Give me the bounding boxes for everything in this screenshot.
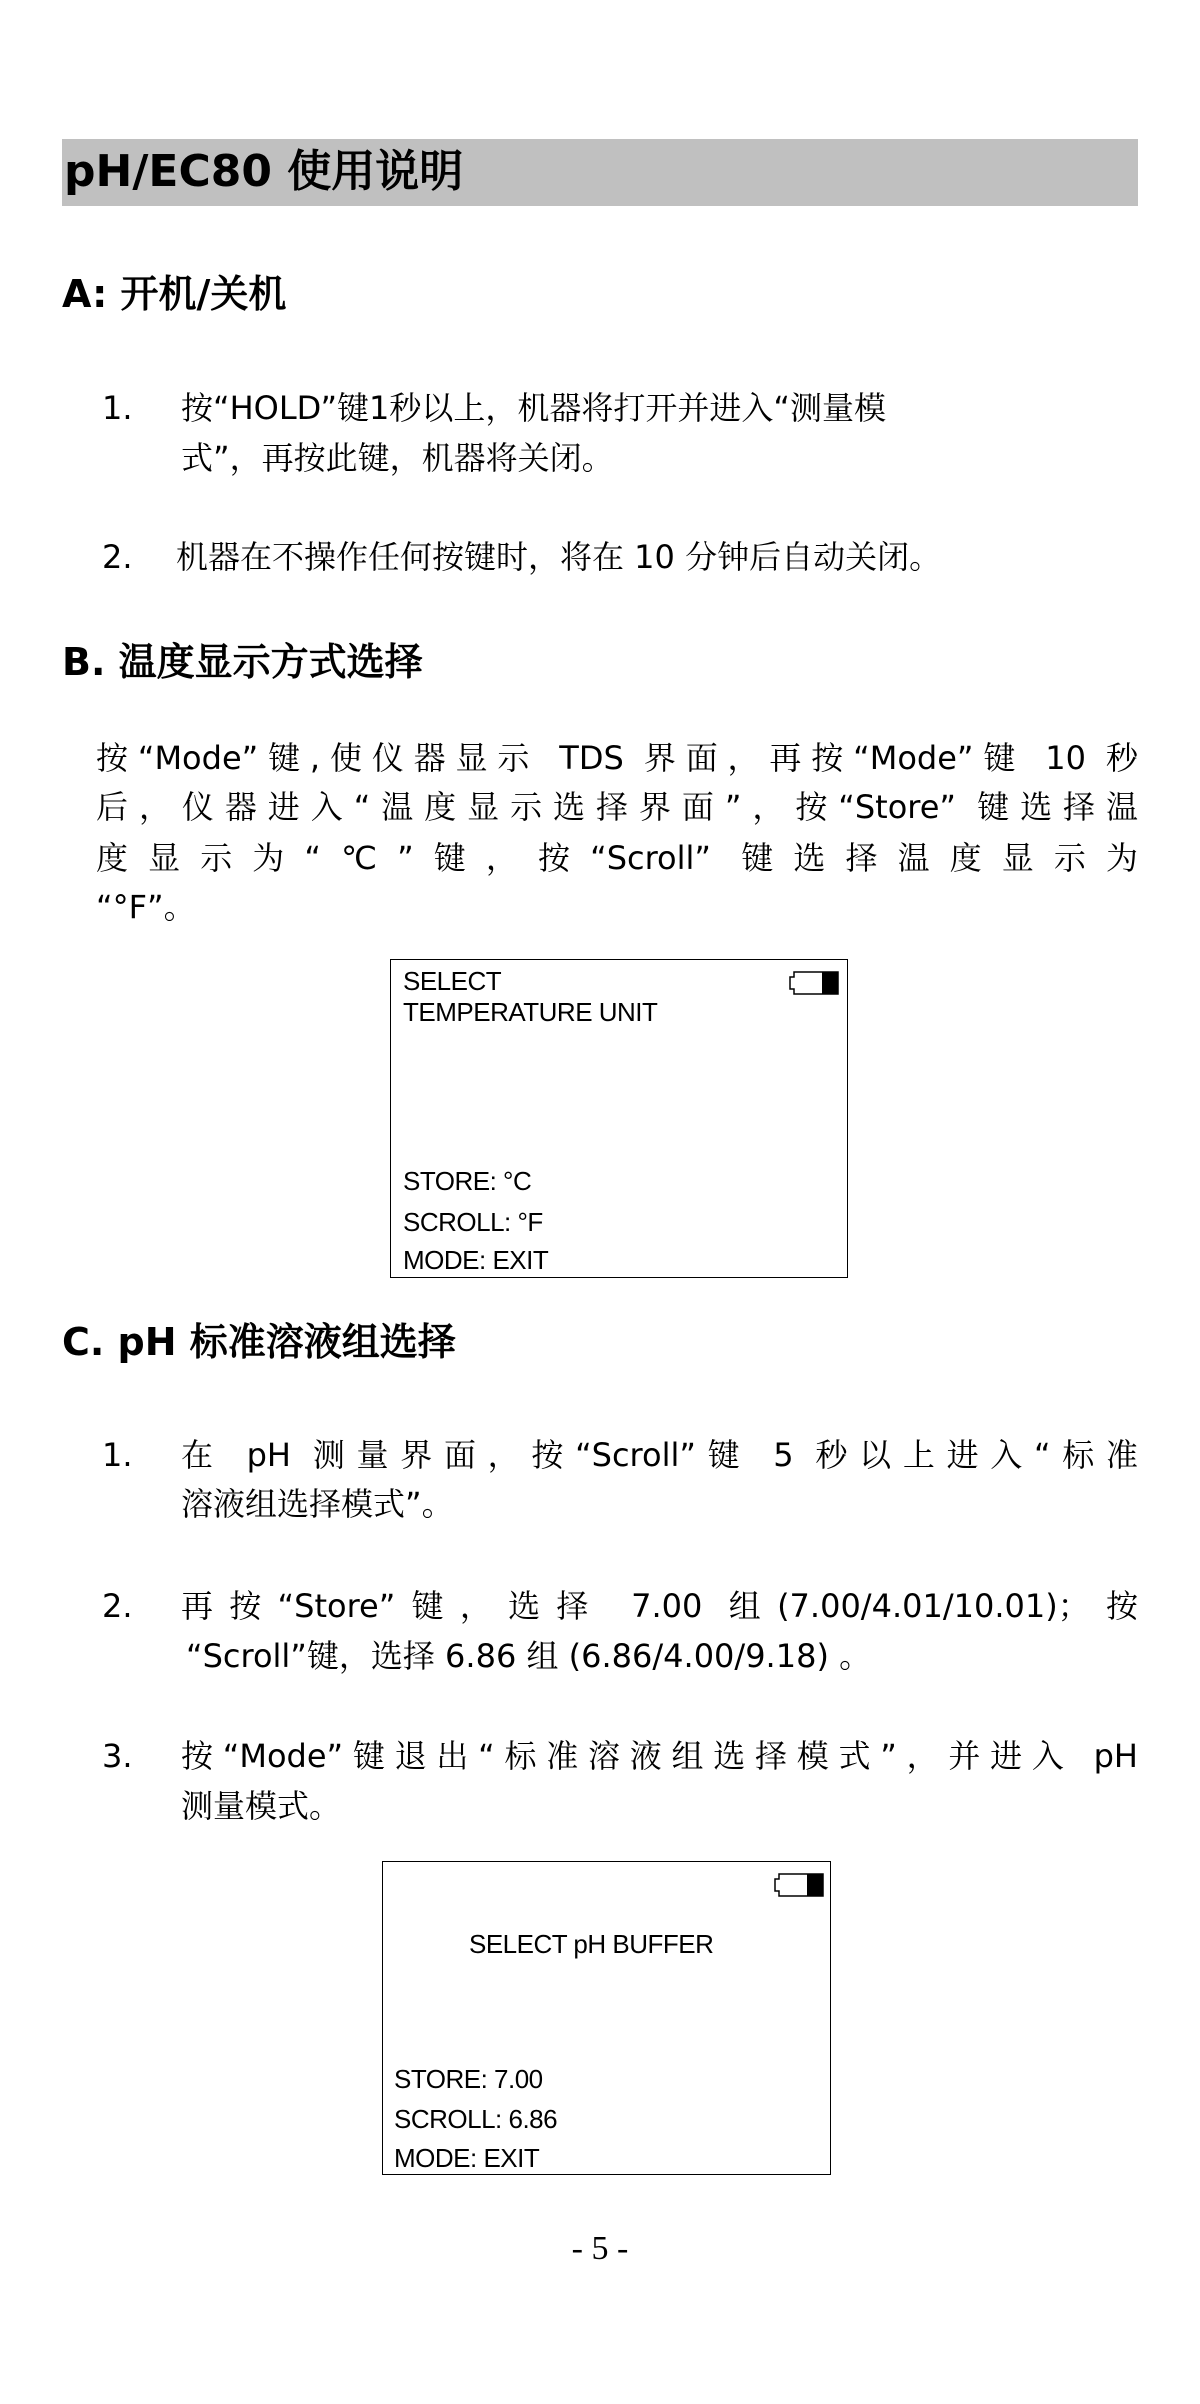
list-number: 2. [102,1587,133,1625]
paragraph-line: 后，仪器进入“温度显示选择界面”，按“Store” 键选择温 [96,788,1138,826]
title-bar [62,139,1138,206]
screen-scroll: SCROLL: °F [403,1207,543,1237]
page-number: - 5 - [571,2230,629,2267]
list-item-text: 机器在不操作任何按键时，将在 10 分钟后自动关闭。 [176,538,942,576]
list-item-text: 测量模式。 [181,1787,342,1825]
paragraph-line: “°F”。 [96,888,196,926]
list-item-text: 按“HOLD”键1秒以上，机器将打开并进入“测量模 [181,389,886,427]
list-item-text: 再按“Store”键，选择 7.00 组(7.00/4.01/10.01)；按 [181,1587,1138,1625]
section-b-heading: B. 温度显示方式选择 [62,640,423,684]
screen-mode: MODE: EXIT [394,2143,540,2173]
screen-store: STORE: °C [403,1166,532,1196]
list-item-text: 溶液组选择模式”。 [181,1485,454,1523]
screen-store: STORE: 7.00 [394,2064,543,2094]
paragraph-line: 度显示为“℃”键，按“Scroll” 键选择温度显示为 [96,839,1138,877]
screen-line: SELECT [403,966,502,996]
screen-mode: MODE: EXIT [403,1245,549,1275]
ph-buffer-screen [382,1861,831,2175]
section-c-heading: C. pH 标准溶液组选择 [62,1320,456,1364]
screen-title: SELECT pH BUFFER [469,1929,714,1959]
battery-icon [788,971,840,995]
list-number: 1. [102,1436,133,1474]
paragraph-line: 按“Mode”键,使仪器显示 TDS 界面，再按“Mode”键 10 秒 [96,739,1138,777]
battery-icon [773,1873,825,1897]
list-item-text: 式”，再按此键，机器将关闭。 [181,439,614,477]
screen-line: TEMPERATURE UNIT [403,997,658,1027]
list-number: 2. [102,538,133,576]
list-number: 1. [102,389,133,427]
list-item-text: 按“Mode”键退出“标准溶液组选择模式”，并进入 pH [181,1737,1138,1775]
section-a-heading: A: 开机/关机 [62,272,287,316]
list-number: 3. [102,1737,133,1775]
temperature-unit-screen [390,959,848,1278]
list-item-text: “Scroll”键，选择 6.86 组 (6.86/4.00/9.18) 。 [186,1637,872,1675]
page-title: pH/EC80 使用说明 [64,146,464,197]
screen-scroll: SCROLL: 6.86 [394,2104,558,2134]
list-item-text: 在 pH 测量界面，按“Scroll”键 5 秒以上进入“标准 [181,1436,1138,1474]
